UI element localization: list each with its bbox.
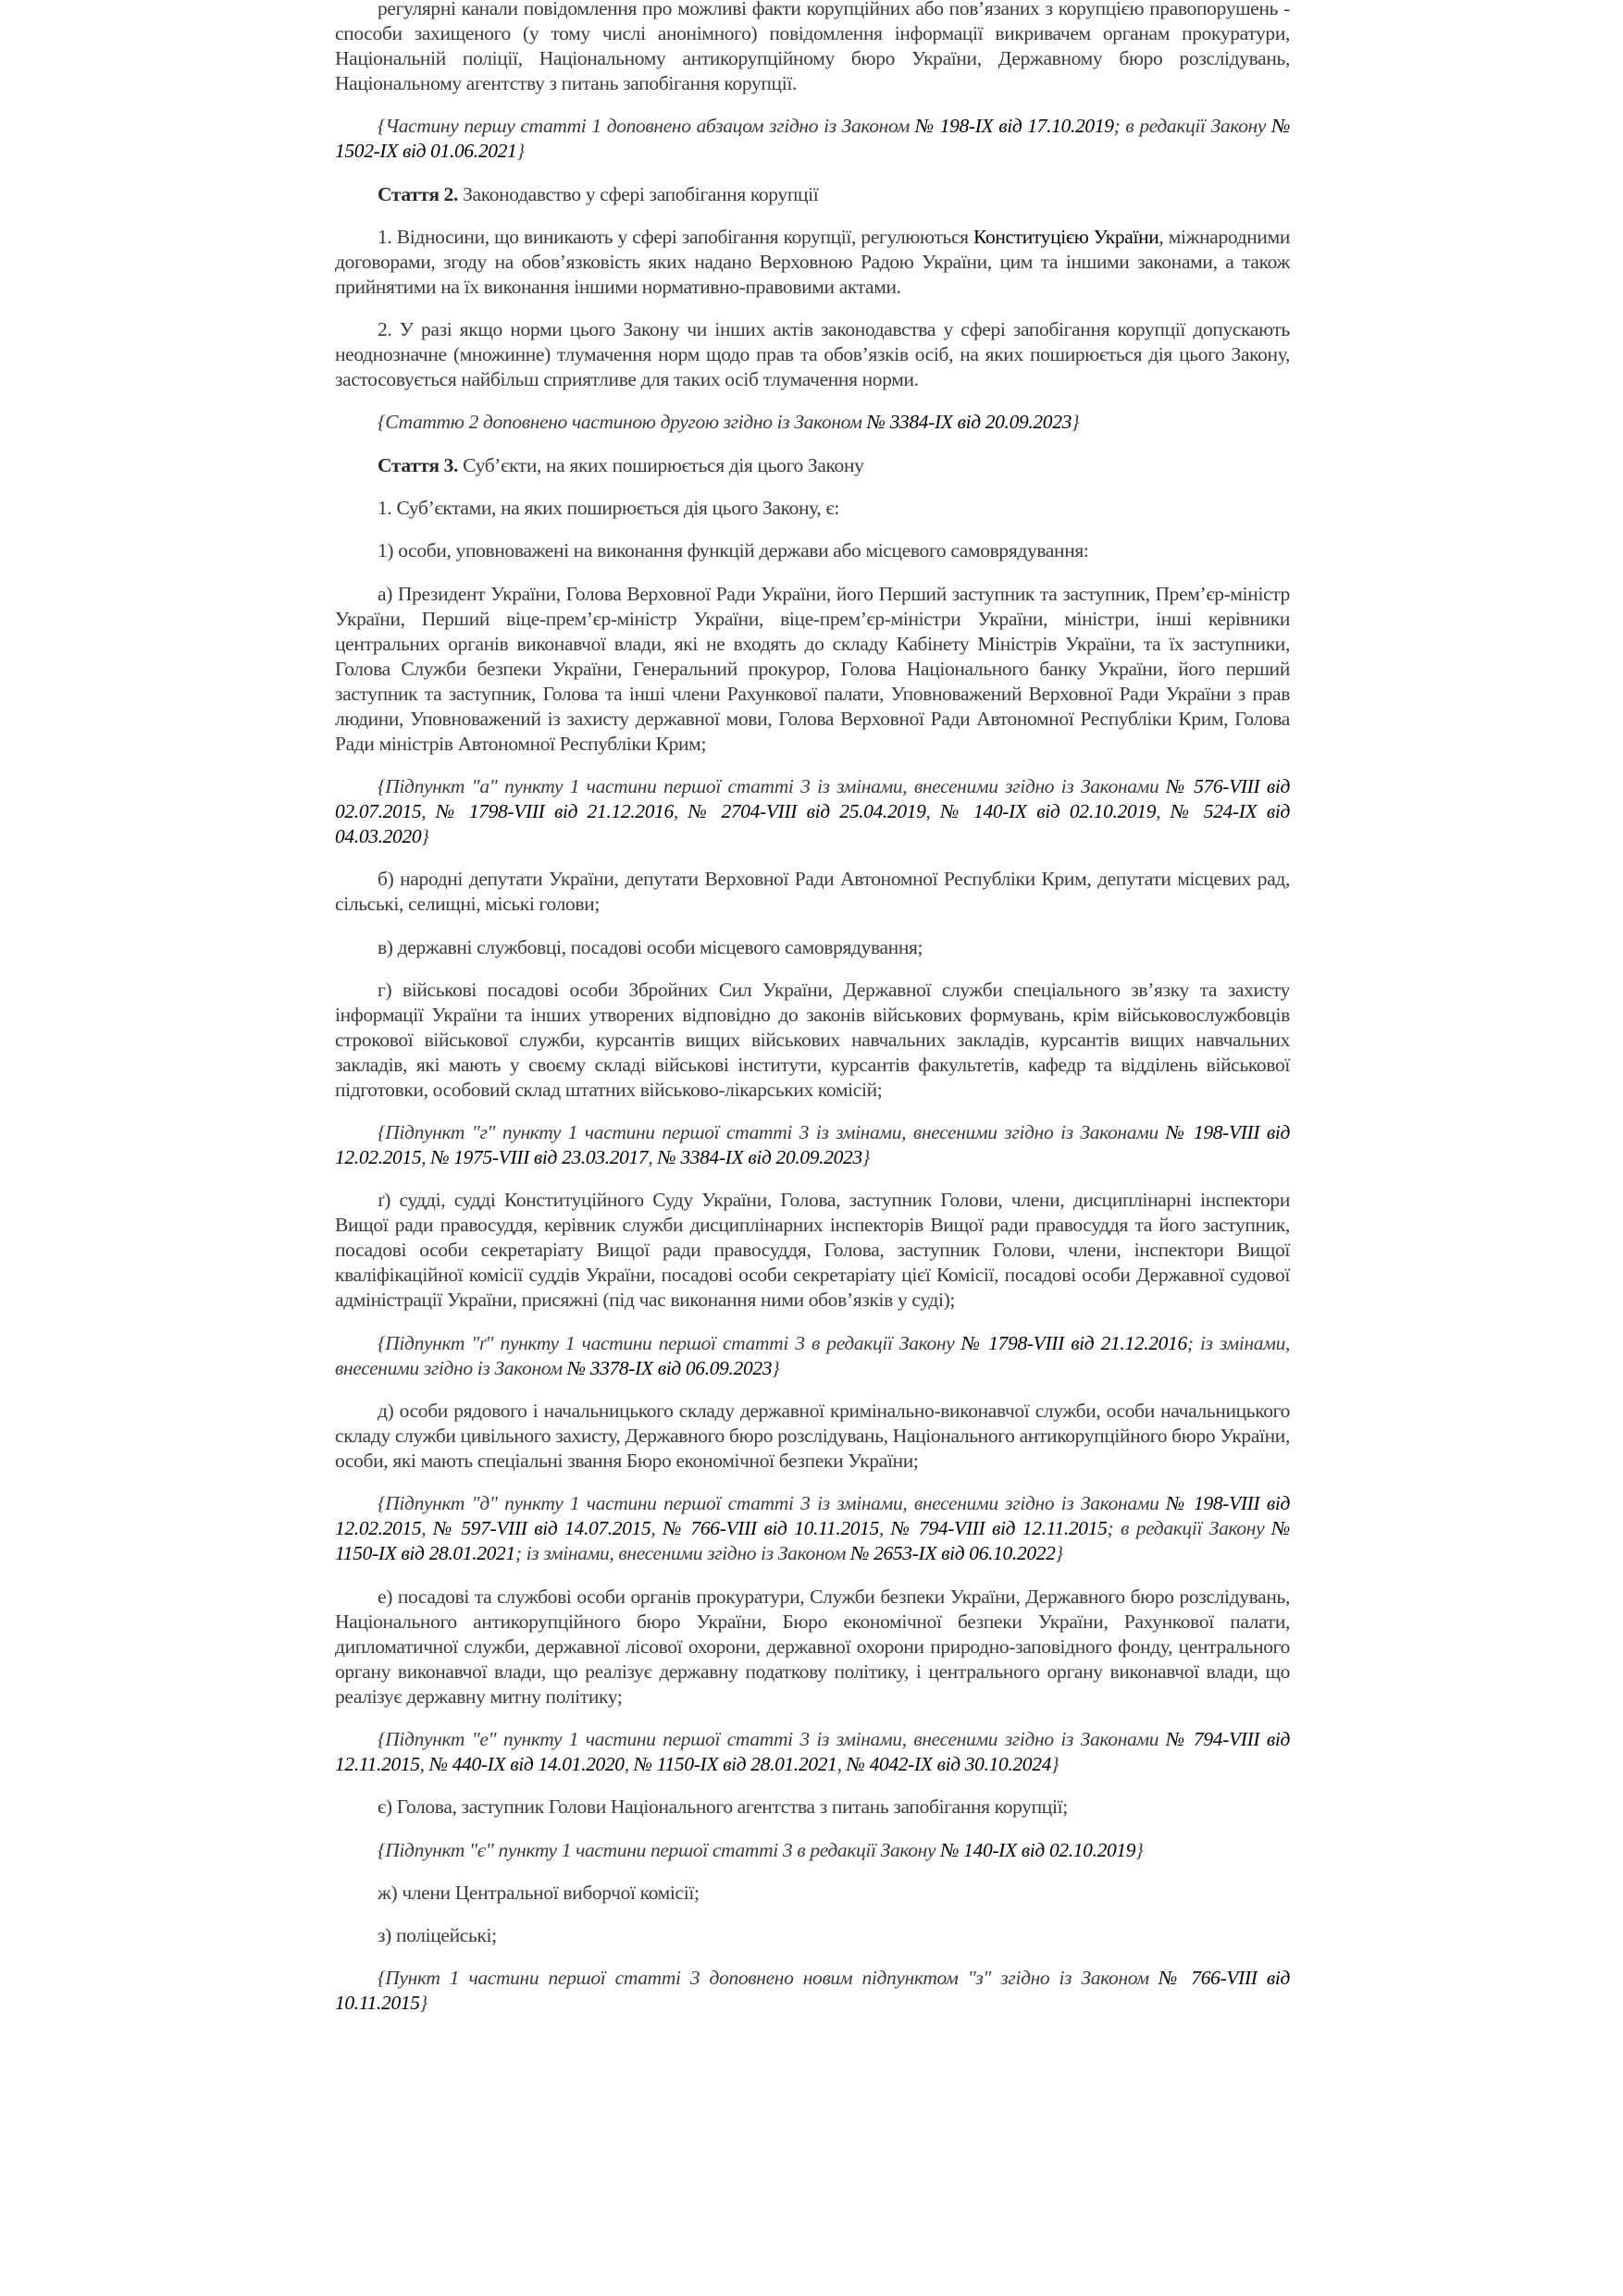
paragraph (335, 1881, 1290, 1906)
text-segment: ; із змінами, внесеними згідно із Законом (514, 1542, 851, 1565)
law-reference-link[interactable]: № 3378-IX від 06.09.2023 (566, 1356, 773, 1379)
paragraph (335, 538, 1290, 563)
article-title: Законодавство у сфері запобігання корупції (458, 182, 819, 205)
text-segment: , (421, 1146, 431, 1169)
text-segment: , (878, 1517, 891, 1540)
text-segment: 2. У разі якщо норми цього Закону чи інших актів законодавства у сфері запобігання корупції допускають неоднозначне (множинне) тлумачення норм щодо прав та обов’язків осіб, на яких поширюється дія цього Закону, застосовується найбільш сприятливе для таких осіб тлумачення норми. (335, 318, 1290, 391)
law-reference-link[interactable]: № 140-IX від 02.10.2019 (940, 799, 1157, 822)
text-segment: ; із змінами, внесеними згідно із Законом (335, 1331, 1290, 1379)
text-segment: {Підпункт "г" пункту 1 частини першої статті 3 із змінами, внесеними згідно із Законами (378, 1121, 1166, 1144)
text-segment: } (1072, 411, 1080, 434)
text-segment: } (419, 1992, 427, 2015)
law-reference-link[interactable]: № 1798-VIII від 21.12.2016 (960, 1331, 1187, 1354)
text-segment: , (421, 1517, 434, 1540)
text-segment: , (836, 1752, 847, 1775)
law-reference-link[interactable]: № 766-VIII від 10.11.2015 (663, 1517, 879, 1540)
law-reference-link[interactable]: № 766-VIII від 10.11.2015 (335, 1967, 1290, 2015)
law-reference-link[interactable]: № 440-IX від 14.01.2020 (428, 1752, 625, 1775)
text-segment: г) військові посадові особи Збройних Сил України, Державної служби спеціального зв’язку та захисту інформації України та інших утворених відповідно до законів військових формувань, крім військовослужбовців строкової військової служби, курсантів вищих військових навчальних закладів, курсантів вищих навчальних закладів, які мають у своєму складі військові інститути, курсантів факультетів, кафедр та відділень військової підготовки, особовий склад штатних військово-лікарських комісій; (335, 978, 1290, 1101)
law-reference-link[interactable]: № 576-VIII від 02.07.2015 (335, 774, 1290, 822)
text-segment: , (421, 799, 436, 822)
amendment-note (335, 1331, 1290, 1381)
paragraph (335, 0, 1290, 96)
amendment-note (335, 1120, 1290, 1170)
text-segment: {Підпункт "ґ" пункту 1 частини першої статті 3 в редакції Закону (378, 1331, 961, 1354)
law-reference-link[interactable]: № 2704-VIII від 25.04.2019 (688, 799, 926, 822)
paragraph (335, 496, 1290, 521)
amendment-note (335, 774, 1290, 849)
law-reference-link[interactable]: № 3384-IX від 20.09.2023 (866, 411, 1072, 434)
text-segment: ; в редакції Закону (1113, 115, 1272, 138)
article-title: Суб’єкти, на яких поширюється дія цього Закону (458, 453, 864, 476)
paragraph (335, 867, 1290, 917)
amendment-note (335, 410, 1290, 435)
article-heading (335, 453, 1290, 478)
text-segment: ґ) судді, судді Конституційного Суду України, Голова, заступник Голови, члени, дисциплінарні інспектори Вищої ради правосуддя, керівник служби дисциплінарних інспекторів Вищої ради правосуддя та його заступник, посадові особи секретаріату Вищої ради правосуддя, Голова, заступник Голови, члени, інспектори Вищої кваліфікаційної комісії суддів України, посадові особи секретаріату цієї Комісії, посадові особи Державної судової адміністрації України, присяжні (під час виконання ними обов’язків у суді); (335, 1189, 1290, 1312)
paragraph (335, 935, 1290, 960)
text-segment: , (419, 1752, 429, 1775)
text-segment: {Пункт 1 частини першої статті 3 доповнено новим підпунктом "з" згідно із Законом (378, 1967, 1158, 1990)
text-segment: в) державні службовці, посадові особи місцевого самоврядування; (378, 935, 923, 958)
paragraph (335, 1795, 1290, 1820)
law-reference-link[interactable]: № 524-IX від 04.03.2020 (335, 799, 1290, 847)
text-segment: є) Голова, заступник Голови Національного агентства з питань запобігання корупції; (378, 1796, 1068, 1819)
text-segment: {Підпункт "е" пункту 1 частини першої статті 3 із змінами, внесеними згідно із Законами (378, 1727, 1166, 1750)
paragraph (335, 317, 1290, 392)
law-reference-link[interactable]: № 1150-IX від 28.01.2021 (335, 1517, 1290, 1565)
document-page (335, 0, 1290, 2034)
law-reference-link[interactable]: № 597-VIII від 14.07.2015 (433, 1517, 651, 1540)
law-reference-link[interactable]: № 198-VIII від 12.02.2015 (335, 1492, 1290, 1540)
law-reference-link[interactable]: № 140-IX від 02.10.2019 (940, 1838, 1136, 1861)
text-segment: , міжнародними договорами, згоду на обов’язковість яких надано Верховною Радою України, цим та іншими законами, а також прийнятими на їх виконання іншими нормативно-правовими актами. (335, 225, 1290, 298)
text-segment: б) народні депутати України, депутати Верховної Ради Автономної Республіки Крим, депутати місцевих рад, сільські, селищні, міські голови; (335, 868, 1290, 916)
amendment-note (335, 1838, 1290, 1863)
text-segment: е) посадові та службові особи органів прокуратури, Служби безпеки України, Державного бюро розслідувань, Національного антикорупційного бюро України, Бюро економічної безпеки України, Рахункової палати, дипломатичної служби, державної лісової охорони, державної охорони природно-заповідного фонду, центрального органу виконавчої влади, що реалізує державну податкову політику, і центрального органу виконавчої влади, що реалізує державну митну політику; (335, 1585, 1290, 1708)
paragraph (335, 1585, 1290, 1710)
text-segment: ; в редакції Закону (1107, 1517, 1272, 1540)
amendment-note (335, 1727, 1290, 1777)
law-reference-link[interactable]: № 794-VIII від 12.11.2015 (890, 1517, 1108, 1540)
law-reference-link[interactable]: № 1798-VIII від 21.12.2016 (435, 799, 674, 822)
text-segment: ж) члени Центральної виборчої комісії; (378, 1881, 700, 1904)
text-segment: } (1135, 1838, 1144, 1861)
law-reference-link[interactable]: № 1150-IX від 28.01.2021 (633, 1752, 837, 1775)
text-segment: з) поліцейські; (378, 1924, 497, 1947)
text-segment: , (673, 799, 688, 822)
text-segment: } (1055, 1542, 1063, 1565)
text-segment: {Підпункт "д" пункту 1 частини першої статті 3 із змінами, внесеними згідно із Законами (378, 1492, 1167, 1515)
text-segment: } (421, 824, 429, 847)
amendment-note (335, 1966, 1290, 2016)
text-segment: , (624, 1752, 634, 1775)
law-reference-link[interactable]: № 794-VIII від 12.11.2015 (335, 1727, 1291, 1775)
law-reference-link[interactable]: № 3384-IX від 20.09.2023 (657, 1146, 862, 1169)
article-heading (335, 182, 1290, 207)
text-segment: , (650, 1517, 663, 1540)
text-segment: регулярні канали повідомлення про можливі факти корупційних або пов’язаних з корупцією правопорушень - способи захищеного (у тому числі анонімного) повідомлення інформації викривачем органам прокуратури, Національній поліції, Національному антикорупційному бюро України, Державному бюро розслідувань, Національному агентству з питань запобігання корупції. (335, 0, 1290, 94)
paragraph (335, 225, 1290, 300)
paragraph (335, 582, 1290, 757)
paragraph (335, 1188, 1290, 1313)
law-reference-link[interactable]: № 4042-IX від 30.10.2024 (846, 1752, 1052, 1775)
law-reference-link[interactable]: Конституцією України (973, 225, 1159, 248)
text-segment: {Частину першу статті 1 доповнено абзацом згідно із Законом (378, 115, 915, 138)
law-reference-link[interactable]: № 1975-VIII від 23.03.2017 (430, 1146, 649, 1169)
text-segment: 1) особи, уповноважені на виконання функцій держави або місцевого самоврядування: (378, 539, 1089, 562)
text-segment: д) особи рядового і начальницького складу державної кримінально-виконавчої служби, особи начальницького складу служби цивільного захисту, Державного бюро розслідувань, Національного антикорупційного бюро України, особи, які мають спеціальні звання Бюро економічної безпеки України; (335, 1400, 1290, 1473)
article-number: Стаття 3. (378, 453, 459, 476)
text-segment: , (648, 1146, 658, 1169)
text-segment: } (1051, 1752, 1059, 1775)
text-segment: } (861, 1146, 871, 1169)
text-segment: 1. Відносини, що виникають у сфері запобігання корупції, регулюються (378, 225, 974, 248)
law-reference-link[interactable]: № 198-VIII від 12.02.2015 (335, 1121, 1291, 1169)
text-segment: , (1156, 799, 1171, 822)
text-segment: } (516, 140, 525, 163)
law-reference-link[interactable]: № 1502-IX від 01.06.2021 (335, 115, 1290, 163)
text-segment: {Підпункт "є" пункту 1 частини першої статті 3 в редакції Закону (378, 1838, 941, 1861)
text-segment: } (772, 1356, 780, 1379)
paragraph (335, 1923, 1290, 1948)
text-segment: а) Президент України, Голова Верховної Ради України, його Перший заступник та заступник, Прем’єр-міністр України, Перший віце-прем’єр-міністр України, віце-прем’єр-міністри України, міністри, інші керівники центральних органів виконавчої влади, які не входять до складу Кабінету Міністрів України, та їх заступники, Голова Служби безпеки України, Генеральний прокурор, Голова Національного банку України, його перший заступник та заступник, Голова та інші члени Рахункової палати, Уповноважений Верховної Ради України з прав людини, Уповноважений із захисту державної мови, Голова Верховної Ради Автономної Республіки Крим, Голова Ради міністрів Автономної Республіки Крим; (335, 582, 1290, 755)
text-segment: 1. Суб’єктами, на яких поширюється дія цього Закону, є: (378, 497, 839, 520)
amendment-note (335, 114, 1290, 164)
text-segment: {Підпункт "а" пункту 1 частини першої статті 3 із змінами, внесеними згідно із Законами (378, 774, 1167, 797)
law-reference-link[interactable]: № 2653-IX від 06.10.2022 (850, 1542, 1056, 1565)
text-segment: {Статтю 2 доповнено частиною другою згідно із Законом (378, 411, 867, 434)
article-number: Стаття 2. (378, 182, 459, 205)
paragraph (335, 978, 1290, 1103)
amendment-note (335, 1491, 1290, 1566)
paragraph (335, 1399, 1290, 1474)
law-reference-link[interactable]: № 198-IX від 17.10.2019 (914, 115, 1114, 138)
text-segment: , (925, 799, 941, 822)
